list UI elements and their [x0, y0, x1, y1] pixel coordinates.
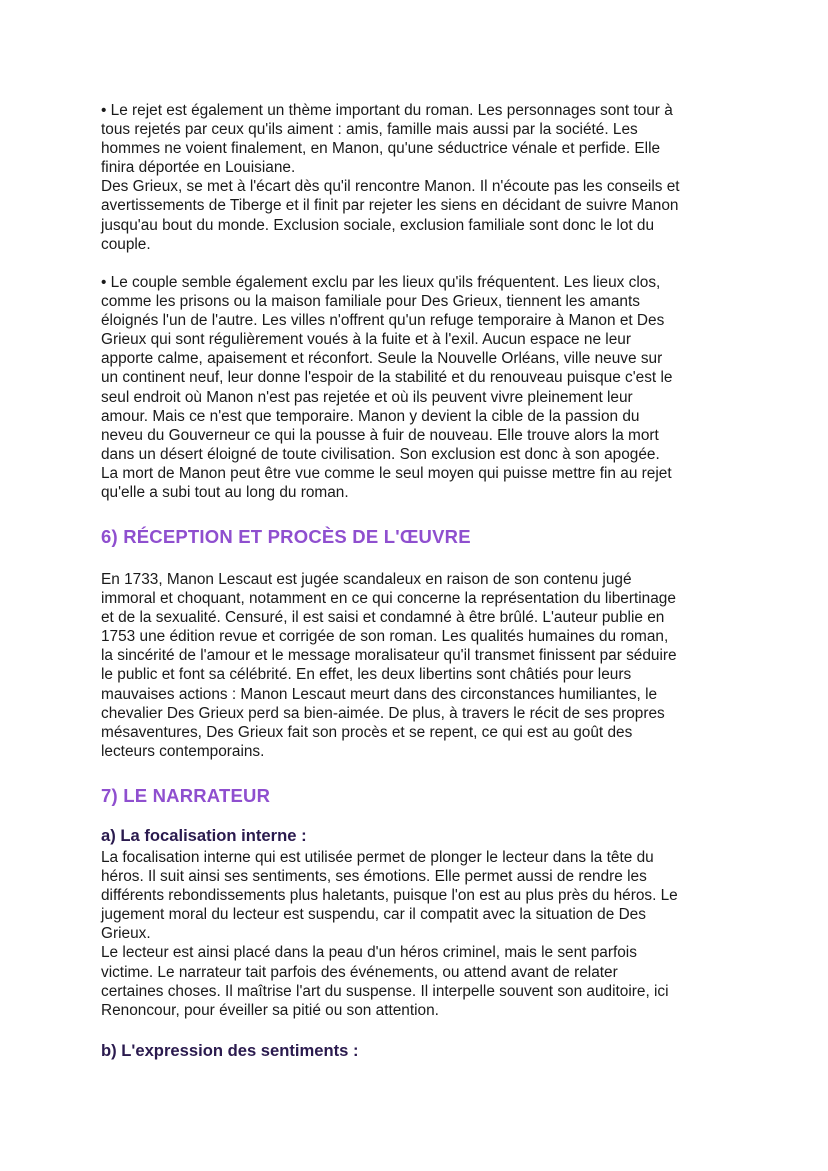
paragraph-rejet: [101, 101, 741, 254]
text-line: • Le rejet est également un thème important du roman. Les personnages sont tour à: [101, 102, 673, 119]
heading-focalisation: a) La focalisation interne :: [101, 826, 307, 845]
text-line: amour. Mais ce n'est que temporaire. Manon y devient la cible de la passion du: [101, 407, 640, 425]
text-line: • Le couple semble également exclu par les lieux qu'ils fréquentent. Les lieux clos,: [101, 274, 661, 291]
text-line: qu'elle a subi tout au long du roman.: [101, 484, 349, 502]
text-line: couple.: [101, 235, 151, 253]
text-line: avertissements de Tiberge et il finit par rejeter les siens en décidant de suivre Manon: [101, 197, 679, 215]
text-line: le public et font sa célébrité. En effet, les deux libertins sont châtiés pour leurs: [101, 666, 632, 684]
heading-reception: 6) RÉCEPTION ET PROCÈS DE L'ŒUVRE: [101, 526, 471, 547]
text-line: Le lecteur est ainsi placé dans la peau d'un héros criminel, mais le sent parfois: [101, 944, 637, 962]
text-line: différents rebondissements plus haletants, puisque l'on est au plus près du héros. Le: [101, 887, 678, 905]
text-line: 1753 une édition revue et corrigée de son roman. Les qualités humaines du roman,: [101, 628, 669, 646]
paragraph-lieux: [101, 273, 741, 502]
text-line: et de la sexualité. Censuré, il est saisi et condamné à être brûlé. L'auteur publie en: [101, 609, 665, 627]
text-line: jugement moral du lecteur est suspendu, car il compatit avec la situation de Des: [101, 906, 646, 924]
text-line: Renoncour, pour éveiller sa pitié ou son attention.: [101, 1001, 439, 1019]
text-line: apporte calme, apaisement et réconfort. Seule la Nouvelle Orléans, ville neuve sur: [101, 350, 663, 368]
text-line: comme les prisons ou la maison familiale pour Des Grieux, tiennent les amants: [101, 293, 640, 311]
text-line: jusqu'au bout du monde. Exclusion sociale, exclusion familiale sont donc le lot du: [101, 216, 655, 234]
text-line: lecteurs contemporains.: [101, 742, 265, 760]
text-line: héros. Il suit ainsi ses sentiments, ses émotions. Elle permet aussi de rendre les: [101, 868, 647, 886]
text-line: Grieux qui sont régulièrement voués à la fuite et à l'exil. Aucun espace ne leur: [101, 331, 631, 349]
text-line: tous rejetés par ceux qu'ils aiment : amis, famille mais aussi par la société. Les: [101, 121, 638, 139]
text-line: finira déportée en Louisiane.: [101, 159, 296, 177]
text-line: immoral et choquant, notamment en ce qui concerne la représentation du libertinage: [101, 590, 676, 608]
text-line: mésaventures, Des Grieux fait son procès et se repent, ce qui est au goût des: [101, 723, 633, 741]
text-line: certaines choses. Il maîtrise l'art du suspense. Il interpelle souvent son auditoire, ici: [101, 982, 669, 1000]
text-line: dans un désert éloigné de toute civilisation. Son exclusion est donc à son apogée.: [101, 445, 660, 463]
text-line: hommes ne voient finalement, en Manon, qu'une séductrice vénale et perfide. Elle: [101, 140, 661, 158]
heading-expression: b) L'expression des sentiments :: [101, 1041, 359, 1060]
text-line: Des Grieux, se met à l'écart dès qu'il rencontre Manon. Il n'écoute pas les conseils et: [101, 178, 680, 196]
text-line: Grieux.: [101, 925, 151, 943]
text-line: La mort de Manon peut être vue comme le seul moyen qui puisse mettre fin au rejet: [101, 464, 672, 482]
paragraph-focalisation: [101, 848, 741, 1020]
text-line: La focalisation interne qui est utilisée permet de plonger le lecteur dans la tête du: [101, 849, 654, 866]
text-line: mauvaises actions : Manon Lescaut meurt dans des circonstances humiliantes, le: [101, 685, 658, 703]
text-line: éloignés l'un de l'autre. Les villes n'offrent qu'un refuge temporaire à Manon et Des: [101, 312, 665, 330]
heading-narrateur: 7) LE NARRATEUR: [101, 785, 271, 806]
text-line: victime. Le narrateur tait parfois des événements, ou attend avant de relater: [101, 963, 618, 981]
text-line: un continent neuf, leur donne l'espoir de la stabilité et du renouveau puisque c'est le: [101, 369, 673, 387]
text-line: En 1733, Manon Lescaut est jugée scandaleux en raison de son contenu jugé: [101, 571, 632, 588]
text-line: la sincérité de l'amour et le message moralisateur qu'il transmet finissent par séduire: [101, 647, 677, 665]
text-line: neveu du Gouverneur ce qui la pousse à fuir de nouveau. Elle trouve alors la mort: [101, 426, 659, 444]
paragraph-reception: [101, 570, 741, 761]
text-line: chevalier Des Grieux perd sa bien-aimée. De plus, à travers le récit de ses propres: [101, 704, 665, 722]
text-line: seul endroit où Manon n'est pas rejetée et où ils peuvent vivre pleinement leur: [101, 388, 633, 406]
